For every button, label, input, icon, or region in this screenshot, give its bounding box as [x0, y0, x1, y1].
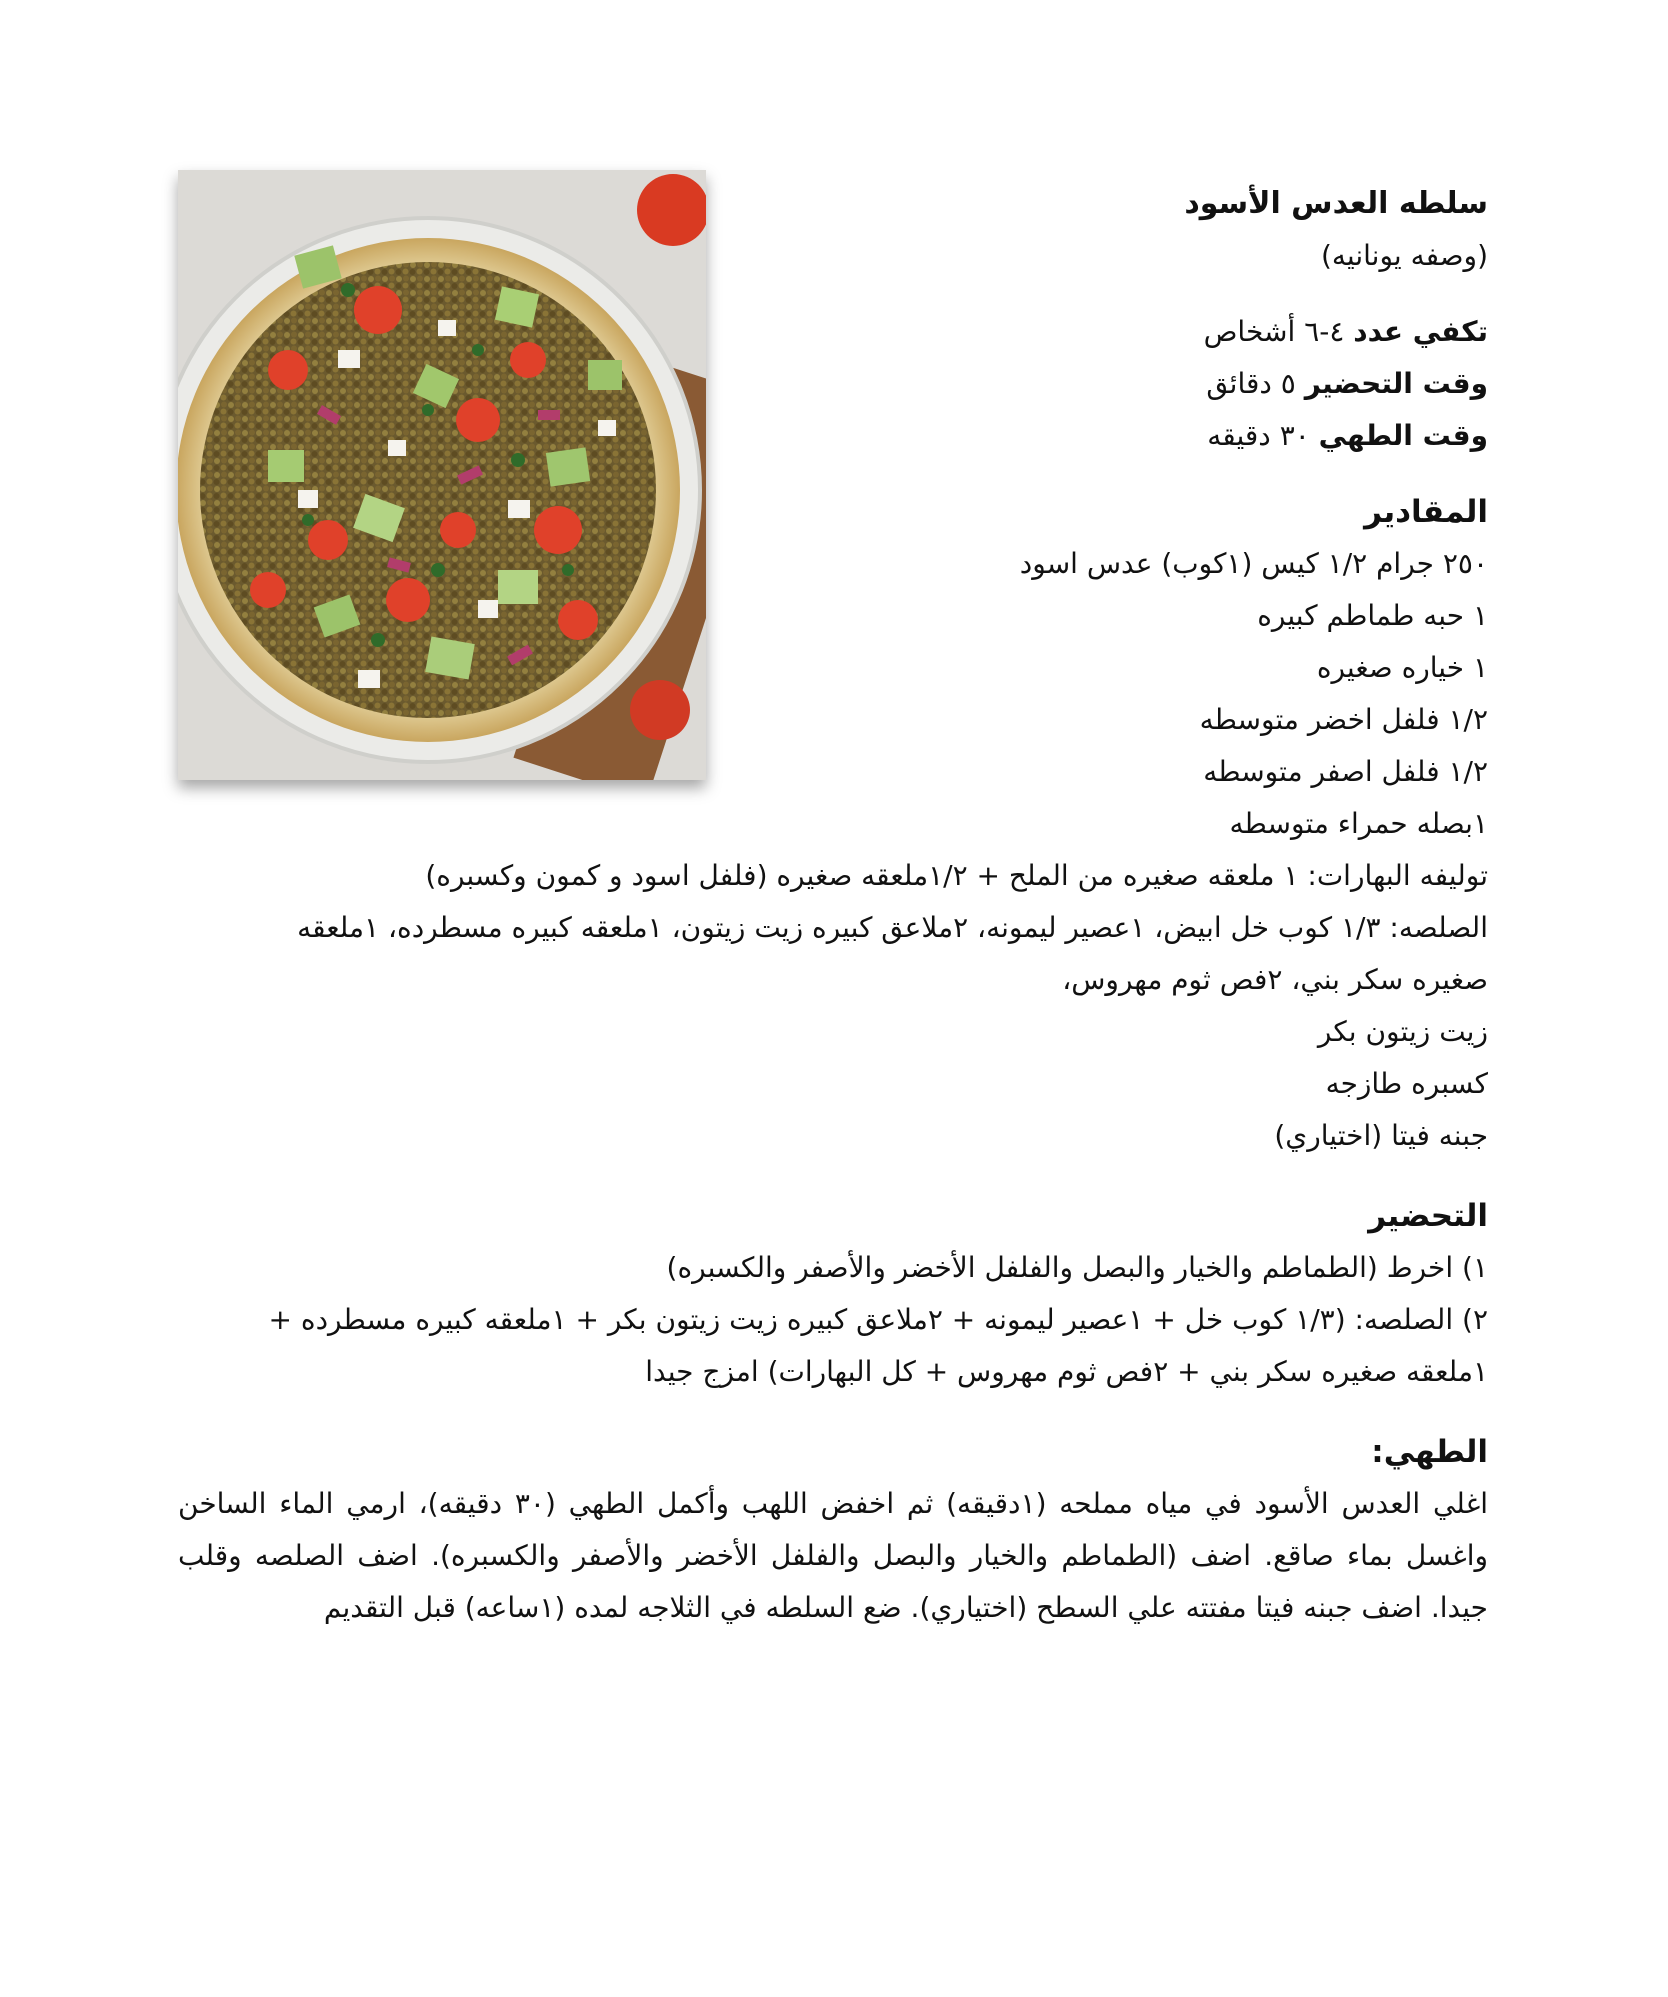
cook-time-row: [178, 410, 1488, 462]
cook-time-label: وقت الطهي: [1318, 419, 1488, 452]
preparation-heading: التحضير: [1368, 1198, 1488, 1234]
recipe-subtitle: (وصفه يونانيه): [1320, 239, 1488, 272]
preparation-section: [178, 1190, 1488, 1398]
cook-time-value: ٣٠ دقيقه: [1207, 419, 1310, 452]
ingredient-item: ١/٢ فلفل اخضر متوسطه: [1199, 703, 1488, 736]
ingredient-item: جبنه فيتا (اختياري): [1274, 1119, 1488, 1152]
serves-value: ٤-٦ أشخاص: [1203, 315, 1345, 348]
preparation-step: ١) اخرط (الطماطم والخيار والبصل والفلفل الأخضر والأصفر والكسبره): [666, 1251, 1488, 1284]
prep-time-value: ٥ دقائق: [1206, 367, 1296, 400]
ingredient-item: ١بصله حمراء متوسطه: [1229, 807, 1488, 840]
ingredient-item: كسبره طازجه: [1325, 1067, 1488, 1100]
ingredient-item: ١ حبه طماطم كبيره: [1257, 599, 1488, 632]
serves-row: [178, 306, 1488, 358]
cooking-instructions: اغلي العدس الأسود في مياه مملحه (١دقيقه) ثم اخفض اللهب وأكمل الطهي (٣٠ دقيقه)، ارمي الماء الساخن واغسل بماء صاقع. اضف (الطماطم والخيار والبصل والفلفل الأخضر والأصفر والكسبره). اضف الصلصه وقلب جيدا. اضف جبنه فيتا مفتته علي السطح (اختياري). ضع السلطه في الثلاجه لمده (١ساعه) قبل التقديم: [178, 1487, 1488, 1624]
ingredient-item: ١ خياره صغيره: [1316, 651, 1488, 684]
cooking-heading: الطهي:: [1371, 1434, 1488, 1470]
ingredient-item: ١/٢ فلفل اصفر متوسطه: [1203, 755, 1488, 788]
ingredient-item: توليفه البهارات: ١ ملعقه صغيره من الملح + ١/٢ملعقه صغيره (فلفل اسود و كمون وكسبره): [425, 859, 1488, 892]
recipe-title: سلطه العدس الأسود: [1184, 186, 1488, 221]
recipe-meta: [178, 306, 1488, 462]
ingredient-item: ٢٥٠ جرام ١/٢ كيس (١كوب) عدس اسود: [1019, 547, 1488, 580]
prep-time-row: [178, 358, 1488, 410]
ingredient-item: زيت زيتون بكر: [1317, 1015, 1488, 1048]
recipe-header: [178, 178, 1488, 282]
preparation-step: ١ملعقه صغيره سكر بني + ٢فص ثوم مهروس + كل البهارات) امزج جيدا: [645, 1355, 1488, 1388]
ingredient-item: الصلصه: ١/٣ كوب خل ابيض، ١عصير ليمونه، ٢ملاعق كبيره زيت زيتون، ١ملعقه كبيره مسطرده، ١ملعقه: [297, 911, 1488, 944]
ingredients-section: [178, 486, 1488, 1162]
recipe-text: [178, 178, 1488, 1634]
preparation-step: ٢) الصلصه: (١/٣ كوب خل + ١عصير ليمونه + ٢ملاعق كبيره زيت زيتون بكر + ١ملعقه كبيره مسطرده +: [268, 1303, 1488, 1336]
prep-time-label: وقت التحضير: [1304, 367, 1488, 400]
ingredients-heading: المقادير: [1364, 494, 1488, 530]
ingredient-item: صغيره سكر بني، ٢فص ثوم مهروس،: [1062, 963, 1488, 996]
cooking-section: [178, 1426, 1488, 1634]
serves-label: تكفي عدد: [1353, 315, 1488, 348]
